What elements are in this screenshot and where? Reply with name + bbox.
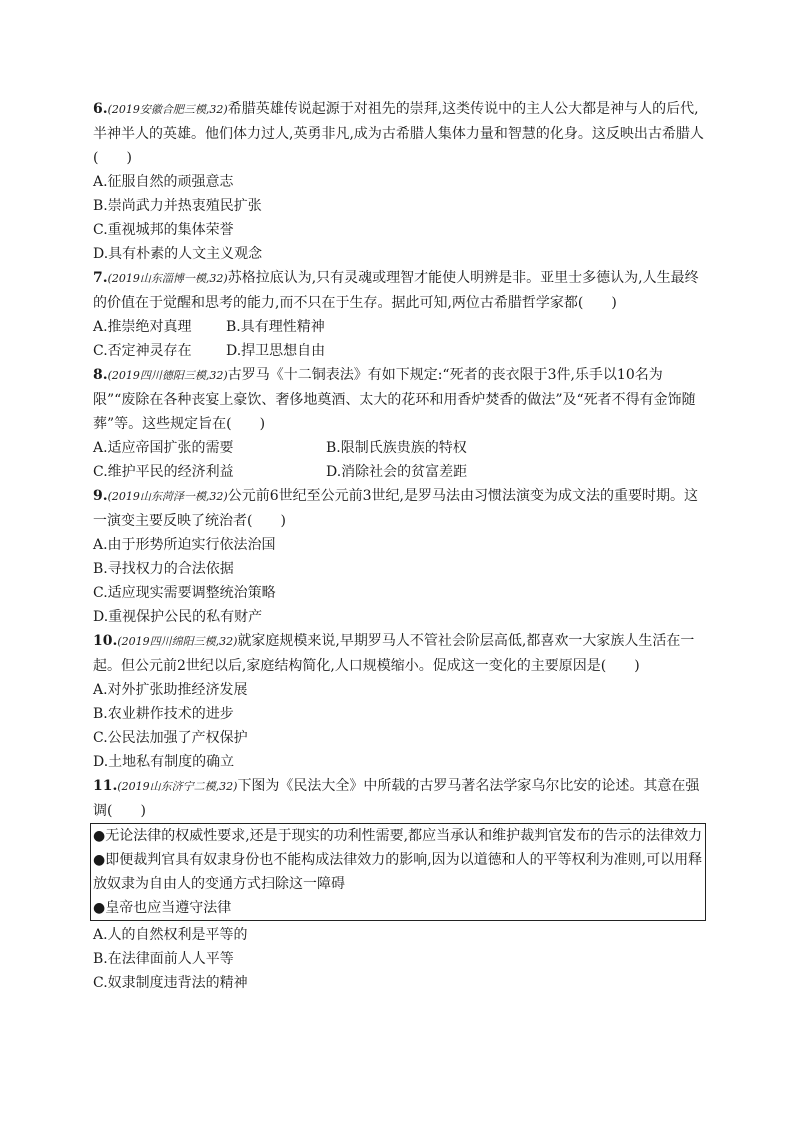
option-c: C.适应现实需要调整统治策略 bbox=[93, 585, 276, 601]
question-stem: 10.(2019四川绵阳三模,32)就家庭规模来说,早期罗马人不管社会阶层高低,都喜欢一大家族人生活在一起。但公元前2世纪以后,家庭结构简化,人口规模缩小。促成这一变化的主要原因是( ) bbox=[93, 633, 695, 674]
option-a: A.人的自然权利是平等的 bbox=[93, 927, 248, 943]
question-8 bbox=[93, 363, 705, 484]
option-d: D.重视保护公民的私有财产 bbox=[93, 609, 263, 625]
quote-item: ●无论法律的权威性要求,还是于现实的功利性需要,都应当承认和维护裁判官发布的告示的法律效力 bbox=[93, 828, 703, 844]
option-a: A.适应帝国扩张的需要 bbox=[93, 440, 234, 456]
question-stem: 6.(2019安徽合肥三模,32)希腊英雄传说起源于对祖先的崇拜,这类传说中的主人公大都是神与人的后代,半神半人的英雄。他们体力过人,英勇非凡,成为古希腊人集体力量和智慧的化身。这反映出古希腊人( ) bbox=[93, 101, 704, 166]
question-stem: 11.(2019山东济宁二模,32)下图为《民法大全》中所载的古罗马著名法学家乌尔比安的论述。其意在强调( ) bbox=[93, 778, 700, 819]
option-c: C.奴隶制度违背法的精神 bbox=[93, 975, 248, 991]
question-number: 9 bbox=[93, 488, 103, 504]
option-row bbox=[93, 339, 705, 363]
option-b: B.具有理性精神 bbox=[226, 319, 325, 335]
quote-box bbox=[90, 823, 706, 921]
option-a: A.征服自然的顽强意志 bbox=[93, 174, 234, 190]
question-11 bbox=[93, 774, 705, 995]
option-d: D.土地私有制度的确立 bbox=[93, 754, 235, 770]
quote-item: ●皇帝也应当遵守法律 bbox=[93, 900, 232, 916]
question-stem: 9.(2019山东菏泽一模,32)公元前6世纪至公元前3世纪,是罗马法由习惯法演变为成文法的重要时期。这一演变主要反映了统治者( ) bbox=[93, 488, 698, 529]
option-b: B.农业耕作技术的进步 bbox=[93, 706, 234, 722]
option-d: D.消除社会的贫富差距 bbox=[326, 464, 468, 480]
option-b: B.寻找权力的合法依据 bbox=[93, 561, 234, 577]
question-source: (2019山东济宁二模,32) bbox=[117, 780, 238, 793]
question-source: (2019山东淄博一模,32) bbox=[107, 272, 228, 285]
question-stem: 8.(2019四川德阳三模,32)古罗马《十二铜表法》有如下规定:“死者的丧衣限于3件,乐手以10名为限”“废除在各种丧宴上豪饮、奢侈地奠酒、太大的花环和用香炉焚香的做法”及“死者不得有金饰随葬”等。这些规定旨在( ) bbox=[93, 367, 696, 432]
question-source: (2019四川德阳三模,32) bbox=[107, 369, 228, 382]
option-c: C.否定神灵存在 bbox=[93, 343, 192, 359]
option-b: B.崇尚武力并热衷殖民扩张 bbox=[93, 198, 262, 214]
option-b: B.限制氏族贵族的特权 bbox=[326, 440, 467, 456]
option-c: C.维护平民的经济利益 bbox=[93, 464, 234, 480]
option-row bbox=[93, 460, 705, 484]
question-number: 7 bbox=[93, 270, 103, 286]
quote-item: ●即便裁判官具有奴隶身份也不能构成法律效力的影响,因为以道德和人的平等权利为准则,可以用释放奴隶为自由人的变通方式扫除这一障碍 bbox=[93, 852, 703, 892]
option-row bbox=[93, 315, 705, 339]
exam-page bbox=[93, 97, 705, 995]
question-number: 10 bbox=[93, 633, 113, 649]
option-c: C.重视城邦的集体荣誉 bbox=[93, 222, 234, 238]
option-d: D.捍卫思想自由 bbox=[226, 343, 326, 359]
option-a: A.推崇绝对真理 bbox=[93, 319, 192, 335]
question-source: (2019安徽合肥三模,32) bbox=[107, 103, 228, 116]
option-b: B.在法律面前人人平等 bbox=[93, 951, 234, 967]
question-6 bbox=[93, 97, 705, 266]
question-10 bbox=[93, 629, 705, 774]
question-7 bbox=[93, 266, 705, 363]
question-number: 6 bbox=[93, 101, 103, 117]
option-d: D.具有朴素的人文主义观念 bbox=[93, 246, 263, 262]
question-number: 8 bbox=[93, 367, 103, 383]
question-source: (2019四川绵阳三模,32) bbox=[117, 635, 238, 648]
question-number: 11 bbox=[93, 778, 113, 794]
question-source: (2019山东菏泽一模,32) bbox=[107, 490, 228, 503]
option-c: C.公民法加强了产权保护 bbox=[93, 730, 248, 746]
option-row bbox=[93, 436, 705, 460]
option-a: A.由于形势所迫实行依法治国 bbox=[93, 537, 276, 553]
question-9 bbox=[93, 484, 705, 629]
question-stem: 7.(2019山东淄博一模,32)苏格拉底认为,只有灵魂或理智才能使人明辨是非。亚里士多德认为,人生最终的价值在于觉醒和思考的能力,而不只在于生存。据此可知,两位古希腊哲学家都( ) bbox=[93, 270, 699, 311]
option-a: A.对外扩张助推经济发展 bbox=[93, 682, 248, 698]
